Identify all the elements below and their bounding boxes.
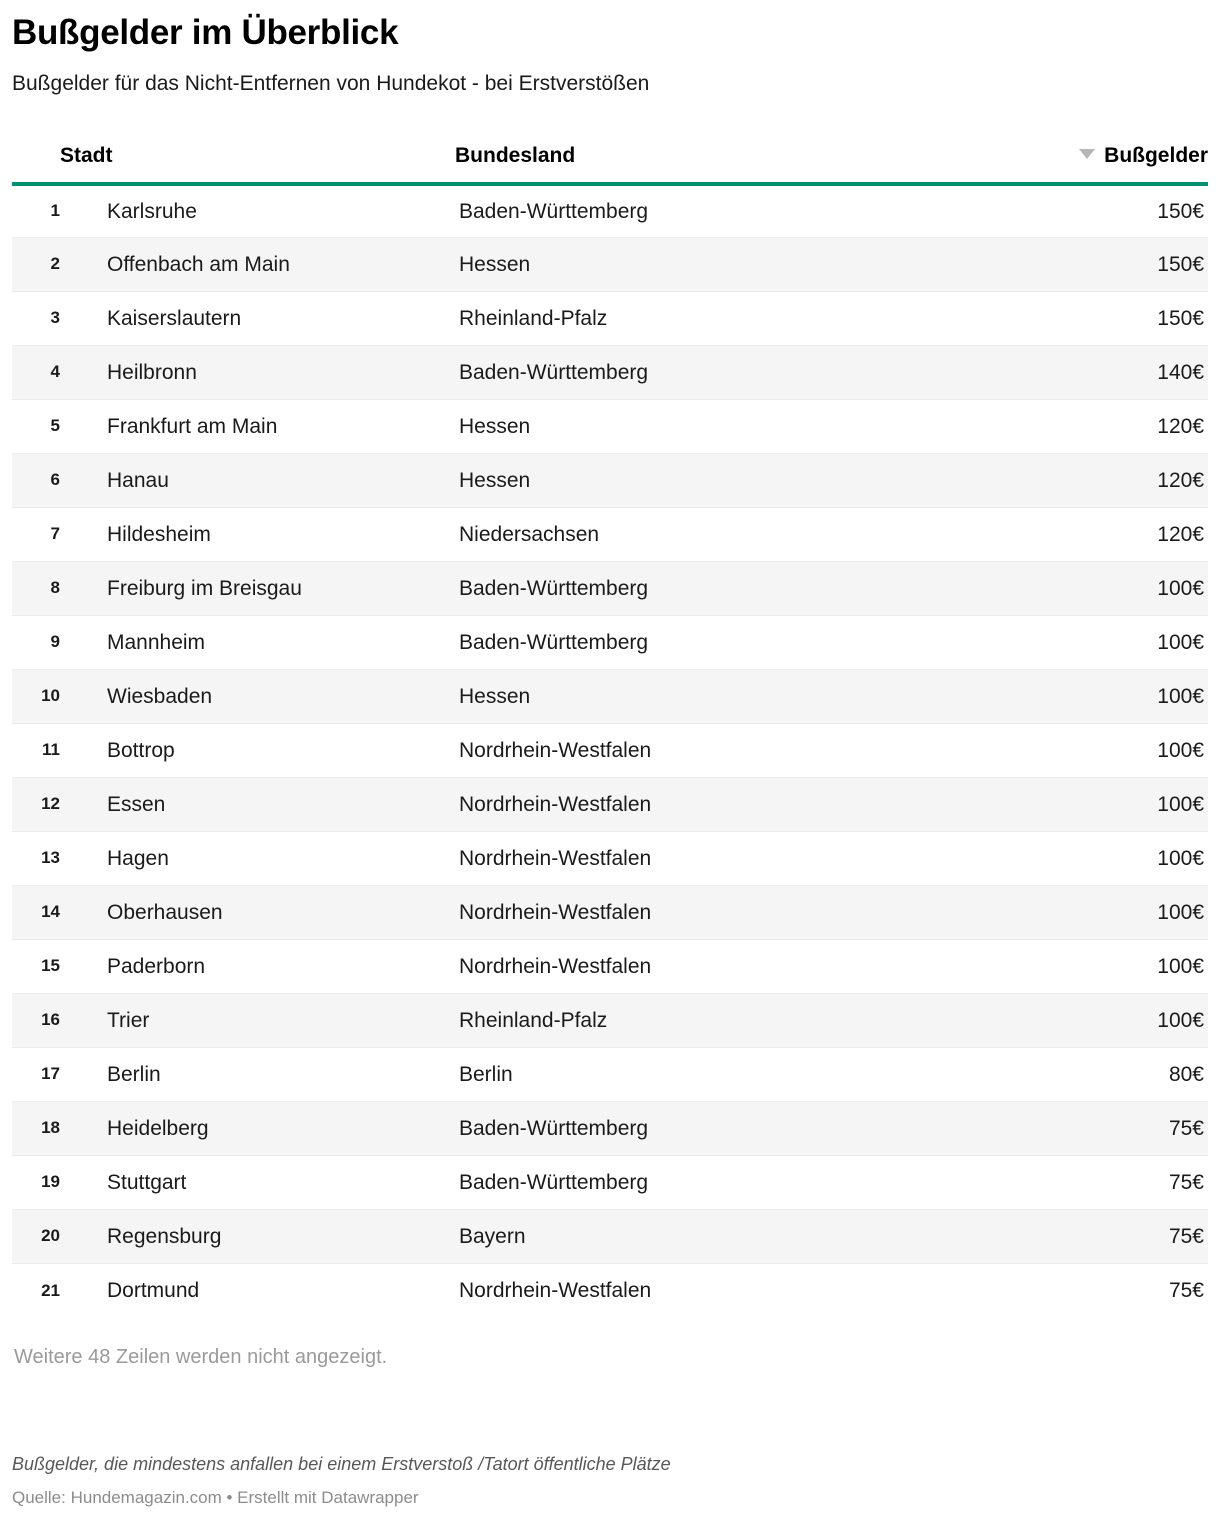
table-row [12,832,1208,886]
cell-bussgelder: 75€ [1168,1171,1204,1194]
cell-index: 6 [50,470,60,490]
column-header-bussgelder[interactable] [945,144,1208,184]
cell-bundesland: Nordrhein-Westfalen [459,739,652,762]
cell-bundesland: Niedersachsen [459,523,600,546]
table-row [12,886,1208,940]
cell-index: 2 [50,254,60,274]
cell-index: 15 [41,956,60,976]
cell-index: 16 [41,1010,60,1030]
cell-bundesland: Berlin [459,1063,513,1086]
cell-stadt: Trier [107,1009,150,1032]
column-header-bundesland[interactable]: Bundesland [455,144,945,184]
column-header-stadt[interactable]: Stadt [60,144,455,184]
cell-stadt: Essen [107,793,166,816]
cell-index: 11 [42,740,60,760]
cell-stadt: Stuttgart [107,1171,187,1194]
table-row [12,562,1208,616]
cell-index: 1 [50,201,60,221]
table-row [12,616,1208,670]
cell-bundesland: Nordrhein-Westfalen [459,793,652,816]
cell-stadt: Mannheim [107,631,206,654]
page-subtitle: Bußgelder für das Nicht-Entfernen von Hundekot - bei Erstverstößen [12,72,650,96]
cell-index: 12 [41,794,60,814]
cell-bussgelder: 100€ [1157,955,1204,978]
cell-bussgelder: 140€ [1157,361,1204,384]
cell-index: 7 [50,524,60,544]
table-header-row [12,144,1208,184]
cell-index: 19 [41,1172,60,1192]
cell-index: 21 [41,1280,60,1300]
cell-bundesland: Bayern [459,1225,526,1248]
table-row [12,1264,1208,1318]
column-header-index [12,144,60,184]
cell-stadt: Wiesbaden [107,685,213,708]
cell-bussgelder: 100€ [1157,631,1204,654]
table-body [12,184,1208,1318]
cell-bussgelder: 100€ [1157,577,1204,600]
footer-note: Bußgelder, die mindestens anfallen bei einem Erstverstoß /Tatort öffentliche Plätze [12,1453,671,1474]
cell-bussgelder: 100€ [1157,901,1204,924]
table-row [12,184,1208,238]
cell-bundesland: Baden-Württemberg [459,577,649,600]
cell-bundesland: Rheinland-Pfalz [459,307,608,330]
cell-stadt: Dortmund [107,1279,200,1303]
table-row [12,1210,1208,1264]
table-row [12,1102,1208,1156]
cell-bundesland: Hessen [459,415,531,438]
cell-bussgelder: 100€ [1157,739,1204,762]
cell-bundesland: Nordrhein-Westfalen [459,1279,652,1303]
table-row [12,1048,1208,1102]
cell-bussgelder: 80€ [1168,1063,1204,1086]
cell-bundesland: Baden-Württemberg [459,631,649,654]
cell-index: 3 [50,308,60,328]
cell-bussgelder: 150€ [1157,307,1204,330]
cell-stadt: Hildesheim [107,523,211,546]
cell-bussgelder: 100€ [1157,793,1204,816]
cell-index: 17 [41,1064,60,1084]
cell-bussgelder: 75€ [1168,1279,1204,1303]
cell-stadt: Offenbach am Main [107,253,290,276]
cell-bundesland: Rheinland-Pfalz [459,1009,608,1032]
truncation-note: Weitere 48 Zeilen werden nicht angezeigt. [14,1345,388,1368]
cell-index: 9 [50,632,60,652]
data-table-wrapper [12,144,1208,1318]
cell-stadt: Karlsruhe [107,199,197,223]
cell-index: 14 [41,902,60,922]
cell-bussgelder: 150€ [1157,253,1204,276]
table-row [12,454,1208,508]
table-row [12,940,1208,994]
cell-stadt: Heidelberg [107,1117,209,1140]
table-row [12,1156,1208,1210]
table-row [12,778,1208,832]
table-header [12,144,1208,184]
cell-bussgelder: 120€ [1157,523,1204,546]
cell-bussgelder: 100€ [1157,1009,1204,1032]
cell-bundesland: Hessen [459,253,531,276]
cell-index: 5 [50,416,60,436]
cell-stadt: Hagen [107,847,169,870]
cell-stadt: Hanau [107,469,169,492]
cell-stadt: Heilbronn [107,361,197,384]
cell-stadt: Freiburg im Breisgau [107,577,302,600]
cell-stadt: Kaiserslautern [107,307,242,330]
cell-bussgelder: 120€ [1157,469,1204,492]
cell-bundesland: Nordrhein-Westfalen [459,901,652,924]
cell-bundesland: Baden-Württemberg [459,199,649,223]
cell-bussgelder: 120€ [1157,415,1204,438]
cell-bundesland: Nordrhein-Westfalen [459,955,652,978]
cell-bundesland: Baden-Württemberg [459,1171,649,1194]
cell-bussgelder: 75€ [1168,1225,1204,1248]
cell-stadt: Regensburg [107,1225,222,1248]
triangle-down-icon[interactable] [1079,149,1095,159]
column-header-bussgelder-label: Bußgelder [1104,143,1208,167]
table-row [12,292,1208,346]
footer-source: Quelle: Hundemagazin.com • Erstellt mit Datawrapper [12,1487,419,1507]
cell-index: 20 [41,1226,60,1246]
table-row [12,724,1208,778]
cell-stadt: Paderborn [107,955,206,978]
cell-bussgelder: 75€ [1168,1117,1204,1140]
cell-stadt: Oberhausen [107,901,223,924]
table-row [12,238,1208,292]
data-table [12,144,1208,1318]
table-row [12,994,1208,1048]
chart-footer [12,1451,1208,1511]
table-row [12,400,1208,454]
cell-index: 10 [41,686,60,706]
cell-bundesland: Hessen [459,469,531,492]
cell-bundesland: Nordrhein-Westfalen [459,847,652,870]
cell-bussgelder: 100€ [1157,847,1204,870]
cell-bundesland: Baden-Württemberg [459,361,649,384]
cell-bundesland: Baden-Württemberg [459,1117,649,1140]
table-row [12,508,1208,562]
cell-stadt: Berlin [107,1063,161,1086]
cell-index: 4 [50,362,60,382]
table-row [12,670,1208,724]
cell-index: 8 [50,578,60,598]
cell-bussgelder: 100€ [1157,685,1204,708]
cell-bundesland: Hessen [459,685,531,708]
cell-index: 18 [41,1118,60,1138]
cell-stadt: Bottrop [107,739,175,762]
cell-index: 13 [41,848,60,868]
table-row [12,346,1208,400]
page-title: Bußgelder im Überblick [12,13,399,52]
cell-stadt: Frankfurt am Main [107,415,278,438]
cell-bussgelder: 150€ [1157,199,1204,223]
